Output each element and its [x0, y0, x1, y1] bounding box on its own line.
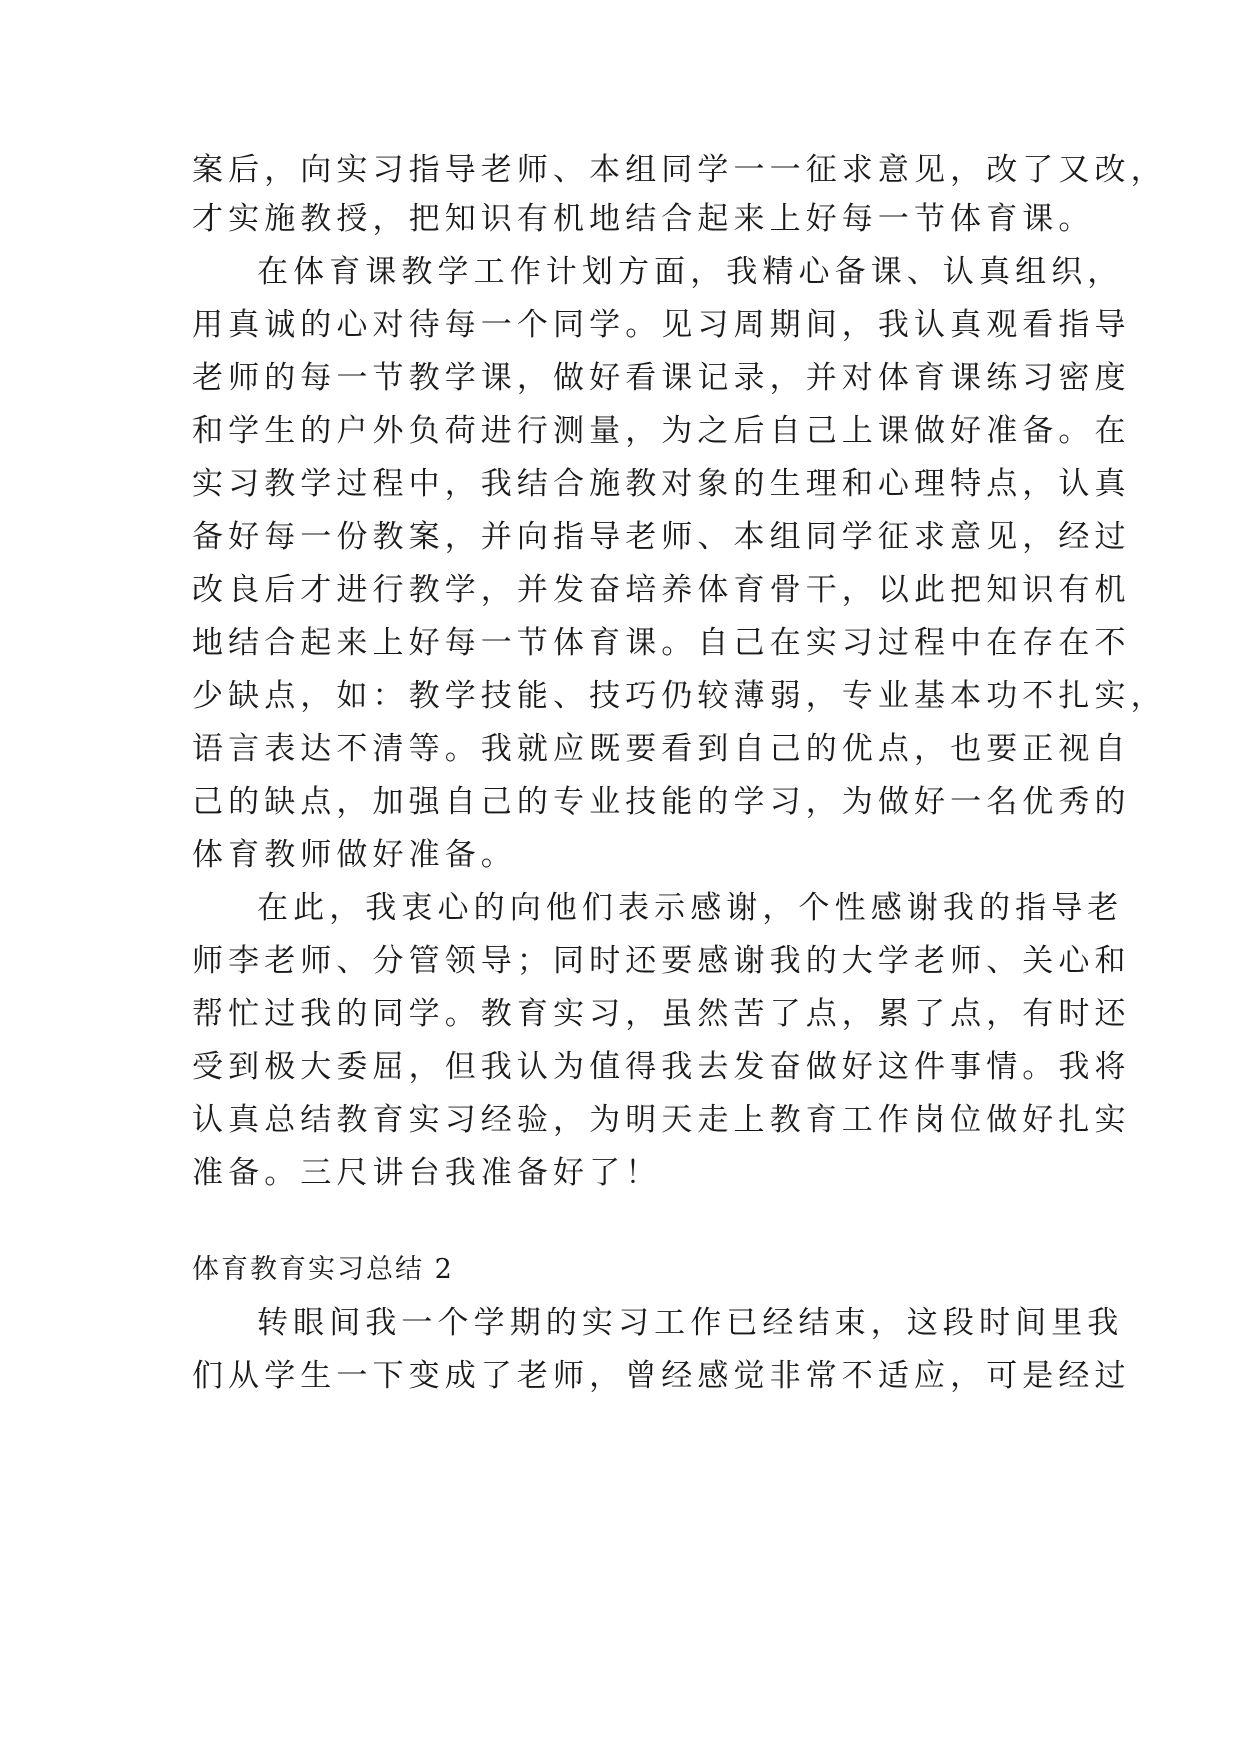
paragraph-2-line-3: 老师的每一节教学课，做好看课记录，并对体育课练习密度	[192, 360, 1131, 396]
paragraph-1-line-2: 才实施教授，把知识有机地结合起来上好每一节体育课。	[192, 201, 1095, 237]
paragraph-2-line-8: 地结合起来上好每一节体育课。自己在实习过程中在存在不	[192, 625, 1131, 661]
paragraph-3-line-3: 帮忙过我的同学。教育实习，虽然苦了点，累了点，有时还	[192, 996, 1131, 1032]
paragraph-3-line-4: 受到极大委屈，但我认为值得我去发奋做好这件事情。我将	[192, 1049, 1131, 1085]
paragraph-3-line-2: 师李老师、分管领导；同时还要感谢我的大学老师、关心和	[192, 943, 1131, 979]
paragraph-4-line-2: 们从学生一下变成了老师，曾经感觉非常不适应，可是经过	[192, 1358, 1131, 1394]
paragraph-2-line-6: 备好每一份教案，并向指导老师、本组同学征求意见，经过	[192, 519, 1131, 555]
section-title: 体育教育实习总结 2	[192, 1254, 454, 1285]
paragraph-3-line-1: 在此，我衷心的向他们表示感谢，个性感谢我的指导老	[257, 890, 1124, 926]
paragraph-2-line-10: 语言表达不清等。我就应既要看到自己的优点，也要正视自	[192, 731, 1131, 767]
paragraph-2-line-5: 实习教学过程中，我结合施教对象的生理和心理特点，认真	[192, 466, 1131, 502]
paragraph-2-line-2: 用真诚的心对待每一个同学。见习周期间，我认真观看指导	[192, 307, 1131, 343]
paragraph-2-line-4: 和学生的户外负荷进行测量，为之后自己上课做好准备。在	[192, 413, 1131, 449]
paragraph-3-line-6: 准备。三尺讲台我准备好了！	[192, 1155, 662, 1191]
paragraph-2-line-12: 体育教师做好准备。	[192, 837, 517, 873]
paragraph-2-line-11: 己的缺点，加强自己的专业技能的学习，为做好一名优秀的	[192, 784, 1131, 820]
paragraph-3-line-5: 认真总结教育实习经验，为明天走上教育工作岗位做好扎实	[192, 1102, 1131, 1138]
paragraph-4-line-1: 转眼间我一个学期的实习工作已经结束，这段时间里我	[257, 1305, 1124, 1341]
paragraph-2-line-7: 改良后才进行教学，并发奋培养体育骨干，以此把知识有机	[192, 572, 1131, 608]
paragraph-1-line-1: 案后，向实习指导老师、本组同学一一征求意见，改了又改，	[192, 152, 1167, 188]
paragraph-2-line-9: 少缺点，如：教学技能、技巧仍较薄弱，专业基本功不扎实，	[192, 678, 1167, 714]
paragraph-2-line-1: 在体育课教学工作计划方面，我精心备课、认真组织，	[257, 254, 1124, 290]
